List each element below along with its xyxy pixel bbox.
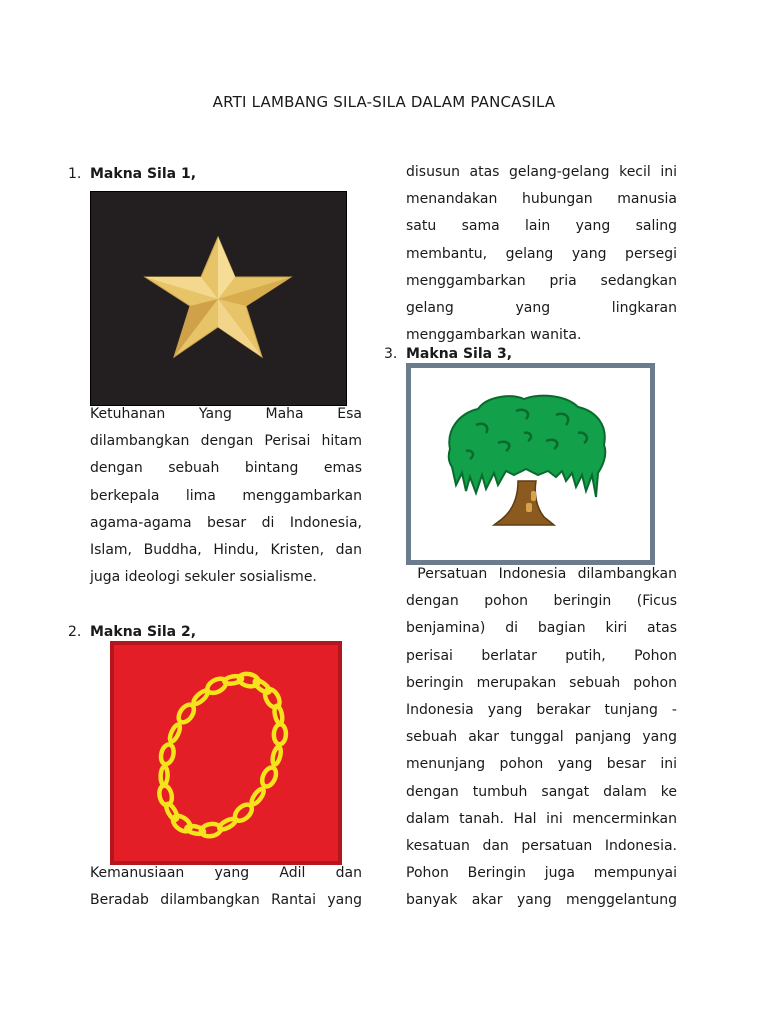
page-title: ARTI LAMBANG SILA-SILA DALAM PANCASILA [212,93,556,111]
text-line: berkepala lima menggambarkan [90,487,362,504]
text-line: Ketuhanan Yang Maha Esa [90,406,362,422]
star-shield-emblem [90,191,347,406]
text-line: agama-agama besar di Indonesia, [90,514,362,531]
text-line: Pohon Beringin juga mempunyai [406,865,677,882]
text-line: membantu, gelang yang persegi [406,245,677,262]
banyan-tree-shield-emblem [406,363,655,565]
text-line: dalam tanah. Hal ini mencerminkan [406,810,677,827]
sila-1-description [90,401,362,591]
text-line: dilambangkan dengan Perisai hitam [90,433,362,450]
text-line: satu sama lain yang saling [406,218,677,235]
text-line: disusun atas gelang-gelang kecil ini [406,164,677,180]
text-line: Beradab dilambangkan Rantai yang [90,892,362,909]
text-line: dengan tumbuh sangat dalam ke [406,783,677,800]
text-line: Persatuan Indonesia dilambangkan [406,566,677,582]
sila-2-heading [68,622,196,642]
sila-1-heading [68,164,196,184]
text-line: menggambarkan pria sedangkan [406,272,677,289]
sila-3-description [406,561,677,914]
text-line: menggambarkan wanita. [406,327,582,344]
sila-2-description-continued [406,159,677,349]
text-line: kesatuan dan persatuan Indonesia. [406,837,677,854]
text-line: sebuah akar tunggal panjang yang [406,729,677,746]
text-line: dengan sebuah bintang emas [90,460,362,477]
heading-label: Makna Sila 3, [406,346,513,362]
text-line: menunjang pohon yang besar ini [406,756,677,773]
text-line: beringin merupakan sebuah pohon [406,674,677,691]
text-line: perisai berlatar putih, Pohon [406,647,677,664]
text-line: dengan pohon beringin (Ficus [406,593,677,610]
text-line: juga ideologi sekuler sosialisme. [90,569,317,586]
sila-2-description [90,860,362,914]
sila-3-heading [384,344,512,364]
text-line: banyak akar yang menggelantung [406,892,677,909]
text-line: menandakan hubungan manusia [406,191,677,208]
list-number: 1. [68,166,82,182]
text-line: Indonesia yang berakar tunjang - [406,701,677,718]
chain-shield-emblem [110,641,342,865]
list-number: 3. [384,346,398,362]
heading-label: Makna Sila 1, [90,166,197,182]
text-line: Islam, Buddha, Hindu, Kristen, dan [90,541,362,558]
list-number: 2. [68,624,82,640]
text-line: Kemanusiaan yang Adil dan [90,865,362,881]
text-line: gelang yang lingkaran [406,299,677,316]
heading-label: Makna Sila 2, [90,624,197,640]
text-line: benjamina) di bagian kiri atas [406,620,677,637]
